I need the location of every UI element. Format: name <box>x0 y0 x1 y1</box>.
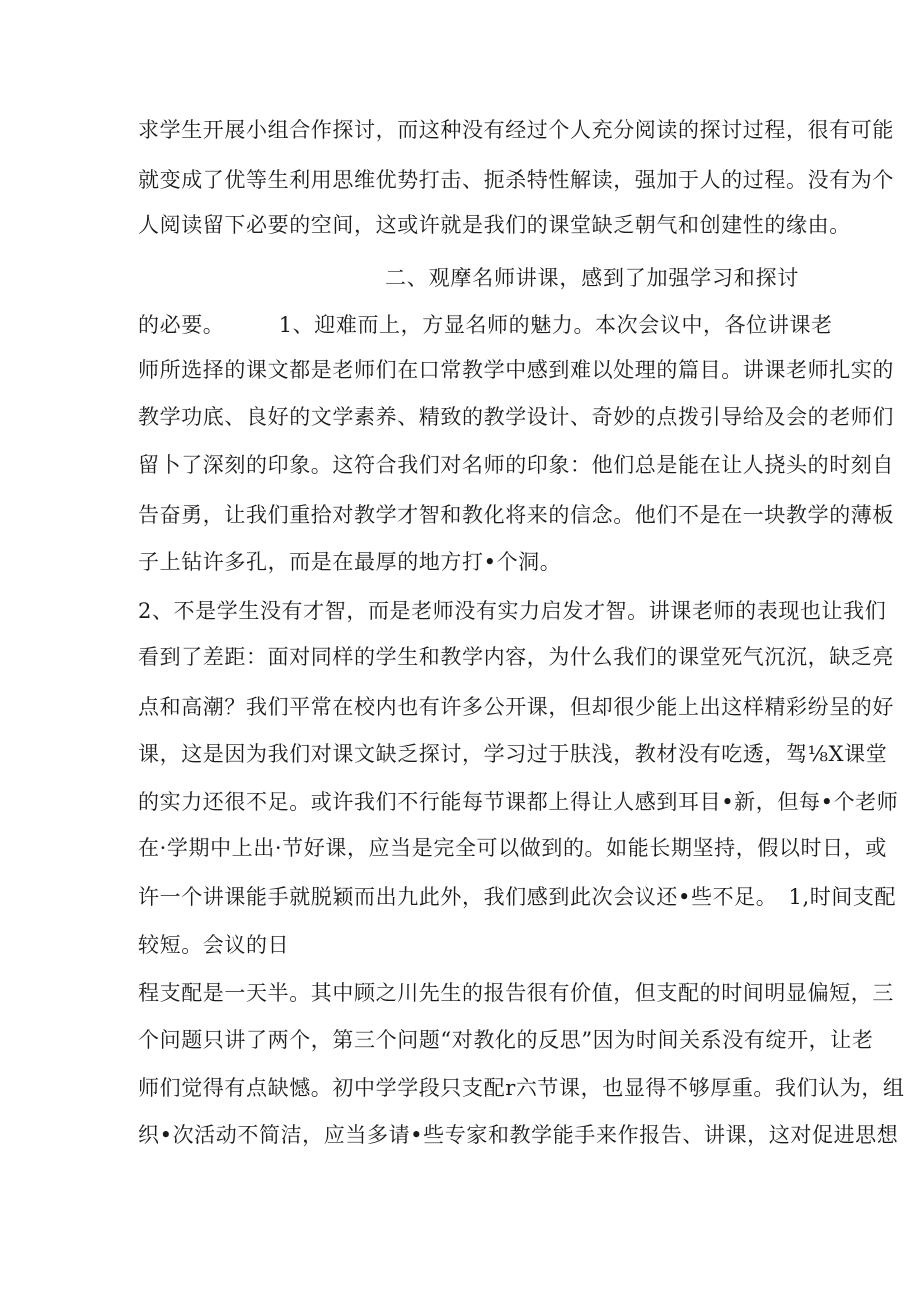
paragraph-line-20: 个问题只讲了两个，第三个问题“对教化的反思”因为时间关系没有绽开，让老 <box>138 1028 874 1052</box>
paragraph-line-18: 较短。会议的日 <box>138 933 290 957</box>
paragraph-line-11: 2、不是学生没有才智，而是老师没有实力启发才智。讲课老师的表现也让我们 <box>138 599 887 623</box>
paragraph-line-1: 求学生开展小组合作探讨，而这种没有经过个人充分阅读的探讨过程，很有可能 <box>138 118 894 142</box>
paragraph-line-6: 师所选择的课文都是老师们在口常教学中感到难以处理的篇目。讲课老师扎实的 <box>138 358 894 382</box>
paragraph-line-3: 人阅读留下必要的空间，这或许就是我们的课堂缺乏朝气和创建性的缘由。 <box>138 213 851 237</box>
paragraph-line-10: 子上钻许多孔，而是在最厚的地方打•个洞。 <box>138 550 562 574</box>
paragraph-line-19: 程支配是一天半。其中顾之川先生的报告很有价值，但支配的时间明显偏短，三 <box>138 981 894 1005</box>
paragraph-line-21: 师们觉得有点缺憾。初中学学段只支配r六节课，也显得不够厚重。我们认为，组 <box>138 1076 905 1100</box>
paragraph-line-22: 织•次活动不简洁，应当多请•些专家和教学能手来作报告、讲课，这对促进思想 <box>138 1123 899 1147</box>
paragraph-line-12: 看到了差距：面对同样的学生和教学内容，为什么我们的课堂死气沉沉，缺乏亮 <box>138 645 894 669</box>
paragraph-line-13: 点和高潮？我们平常在校内也有许多公开课，但却很少能上出这样精彩纷呈的好 <box>138 695 894 719</box>
paragraph-line-15: 的实力还很不足。或许我们不行能每节课都上得让人感到耳目•新，但每•个老师 <box>138 790 899 814</box>
section-heading: 二、观摩名师讲课，感到了加强学习和探讨 <box>385 266 800 290</box>
paragraph-line-16: 在·学期中上出·节好课，应当是完全可以做到的。如能长期坚持，假以时日，或 <box>138 836 887 860</box>
paragraph-line-17: 许一个讲课能手就脱颖而出九此外，我们感到此次会议还•些不足。 1,时间支配 <box>138 885 897 909</box>
paragraph-line-7: 教学功底、良好的文学素养、精致的教学设计、奇妙的点拨引导给及会的老师们 <box>138 405 894 429</box>
paragraph-line-2: 就变成了优等生利用思维优势打击、扼杀特性解读，强加于人的过程。没有为个 <box>138 168 894 192</box>
paragraph-line-14: 课，这是因为我们对课文缺乏探讨，学习过于肤浅，教材没有吃透，驾⅛X课堂 <box>138 742 888 766</box>
paragraph-line-8: 留卜了深刻的印象。这符合我们对名师的印象：他们总是能在让人挠头的时刻自 <box>138 453 894 477</box>
paragraph-line-5: 的必要。 1、迎难而上，方显名师的魅力。本次会议中，各位讲课老 <box>138 313 833 337</box>
paragraph-line-9: 告奋勇，让我们重拾对教学才智和教化将来的信念。他们不是在一块教学的薄板 <box>138 503 894 527</box>
